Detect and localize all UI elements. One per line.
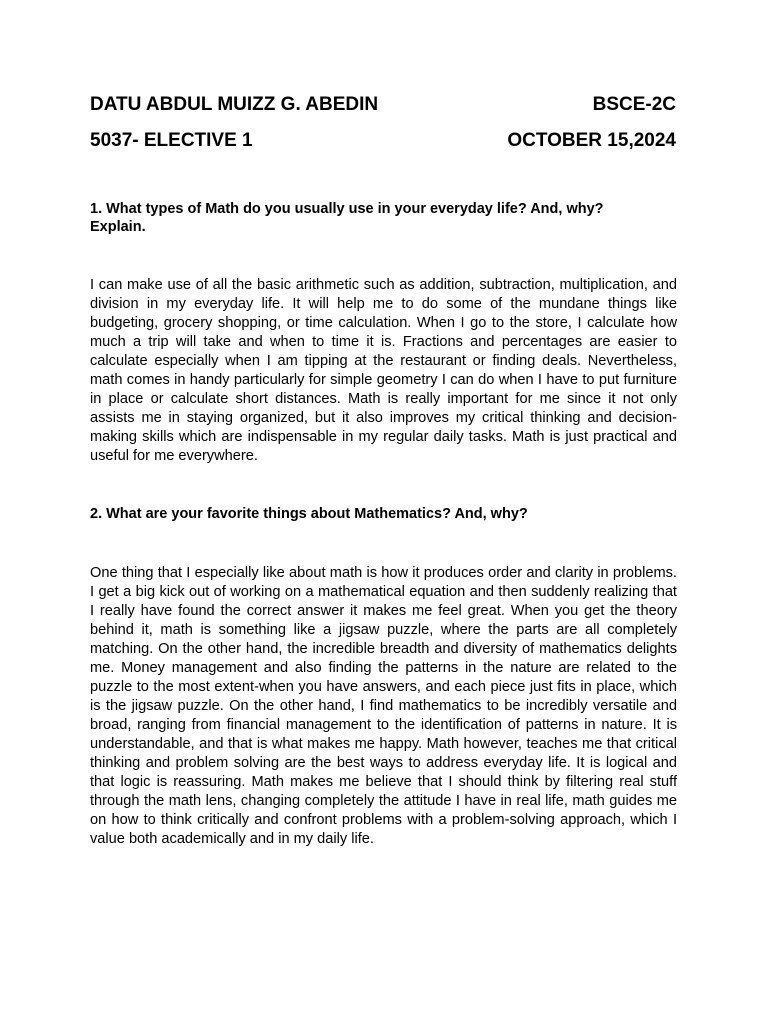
section-label: BSCE-2C [592, 94, 676, 115]
answer-2: One thing that I especially like about math is how it produces order and clarity in problems. I get a big kick out of working on a mathematical equation and then suddenly realizing that I really have found the correct answer it makes me feel great. When you get the theory behind it, math is something like a jigsaw puzzle, where the parts are all completely matching. On the other hand, the incredible breadth and diversity of mathematics delights me. Money management and also finding the patterns in the nature are related to the puzzle to the most extent-when you have answers, and each piece just fits in place, which is the jigsaw puzzle. On the other hand, I find mathematics to be incredibly versatile and broad, ranging from financial management to the identification of patterns in nature. It is understandable, and that is what makes me happy. Math however, teaches me that critical thinking and problem solving are the best ways to address everyday life. It is logical and that logic is reassuring. Math makes me believe that I should think by filtering real stuff through the math lens, changing completely the attitude I have in real life, math guides me on how to think critically and confront problems with a problem-solving approach, which I value both academically and in my daily life. [90, 565, 677, 847]
course-label: 5037- ELECTIVE 1 [90, 130, 253, 151]
student-name: DATU ABDUL MUIZZ G. ABEDIN [90, 94, 379, 115]
header-row-2 [90, 130, 676, 152]
question-2: 2. What are your favorite things about Mathematics? And, why? [90, 506, 528, 522]
header-row-1 [90, 94, 676, 116]
date-label: OCTOBER 15,2024 [507, 130, 676, 151]
answer-1: I can make use of all the basic arithmetic such as addition, subtraction, multiplication, and division in my everyday life. It will help me to do some of the mundane things like budgeting, grocery shopping, or time calculation. When I go to the store, I calculate how much a trip will take and when to time it is. Fractions and percentages are easier to calculate especially when I am tipping at the restaurant or finding deals. Nevertheless, math comes in handy particularly for simple geometry I can do when I have to put furniture in place or calculate short distances. Math is really important for me since it not only assists me in staying organized, but it also improves my critical thinking and decision-making skills which are indispensable in my regular daily tasks. Math is just practical and useful for me everywhere. [90, 277, 677, 464]
question-1: 1. What types of Math do you usually use in your everyday life? And, why? Explain. [90, 201, 604, 235]
